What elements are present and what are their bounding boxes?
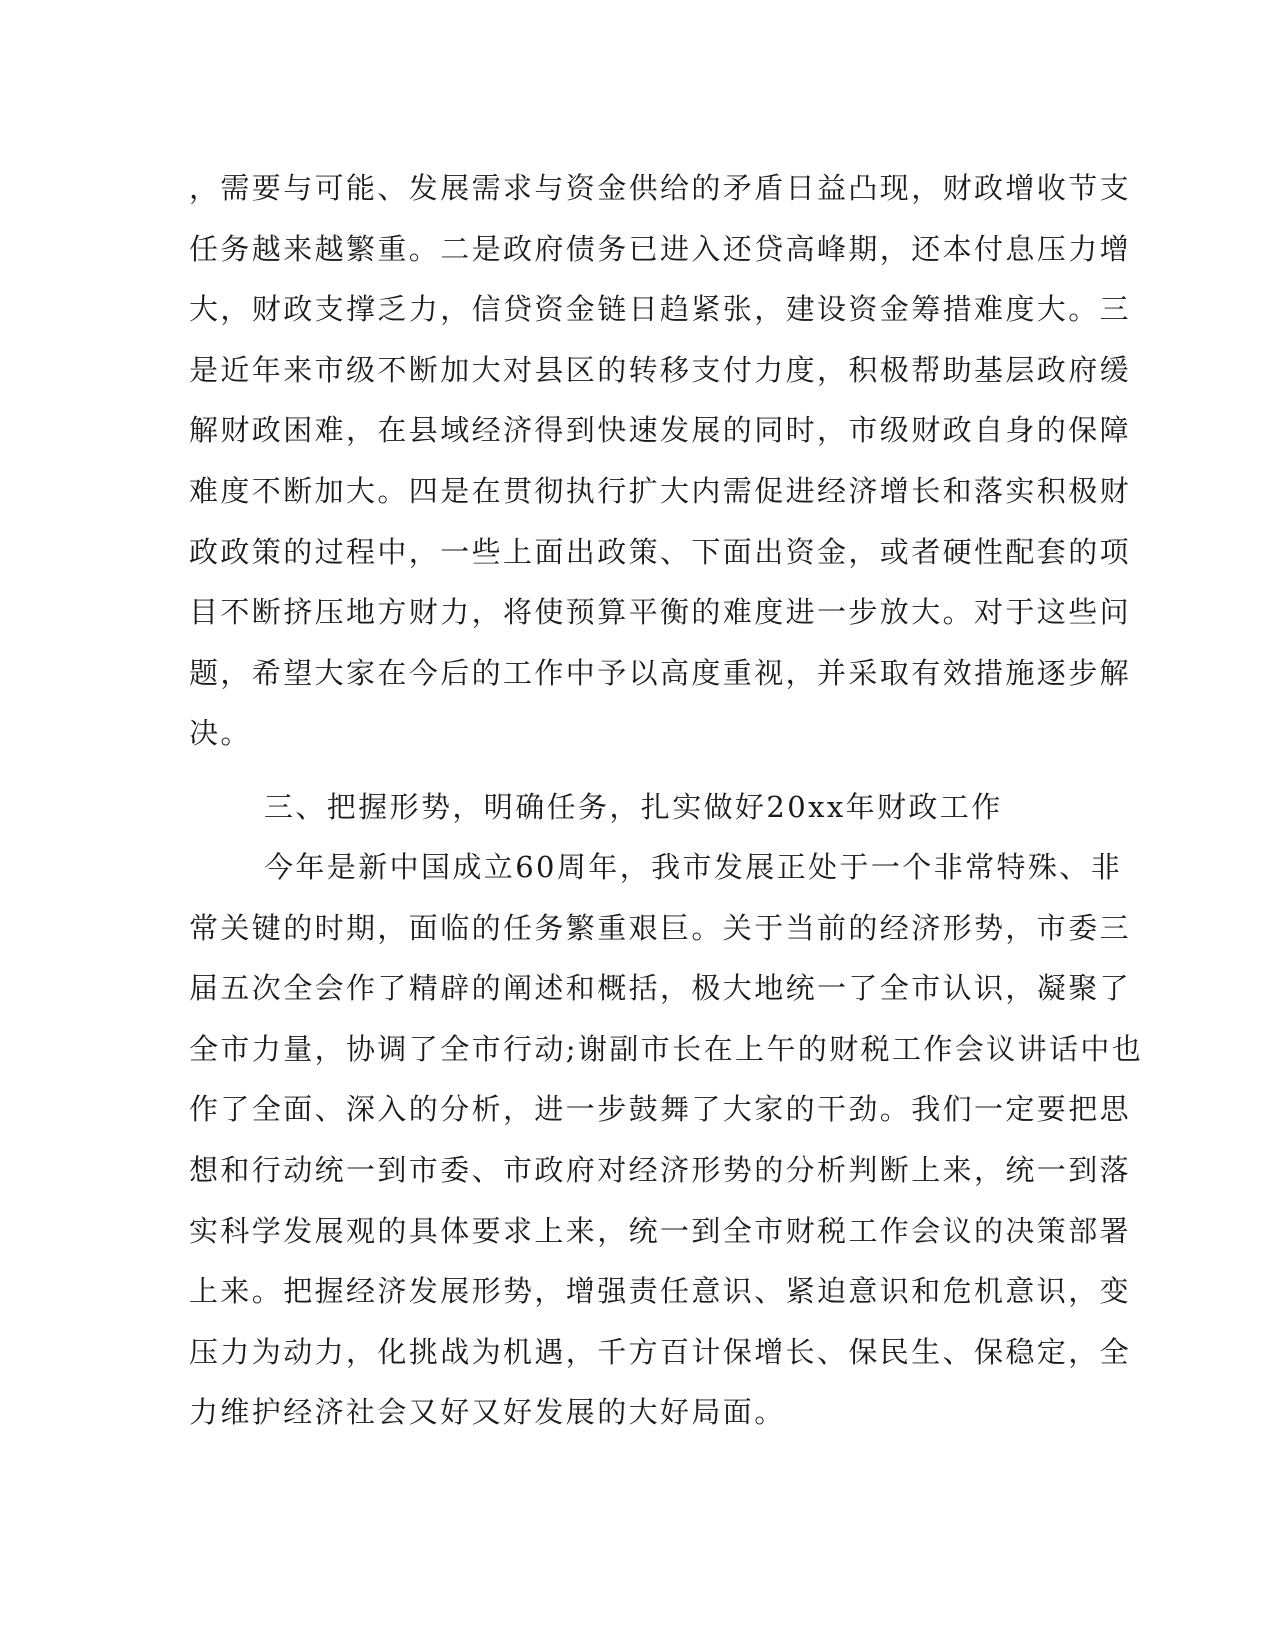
paragraph-line: ，需要与可能、发展需求与资金供给的矛盾日益凸现，财政增收节支 bbox=[189, 171, 1132, 205]
section-heading-text: 三、把握形势，明确任务，扎实做好20xx年财政工作 bbox=[264, 790, 1003, 824]
paragraph-line: 常关键的时期，面临的任务繁重艰巨。关于当前的经济形势，市委三 bbox=[189, 910, 1132, 945]
paragraph-line: 题，希望大家在今后的工作中予以高度重视，并采取有效措施逐步解 bbox=[189, 655, 1132, 690]
section-heading bbox=[189, 777, 1089, 838]
paragraph-line: 届五次全会作了精辟的阐述和概括，极大地统一了全市认识，凝聚了 bbox=[189, 971, 1132, 1006]
body-paragraph-2 bbox=[189, 837, 1144, 1443]
paragraph-line: 作了全面、深入的分析，进一步鼓舞了大家的干劲。我们一定要把思 bbox=[189, 1092, 1132, 1127]
paragraph-line: 上来。把握经济发展形势，增强责任意识、紧迫意识和危机意识，变 bbox=[189, 1274, 1132, 1309]
paragraph-line: 压力为动力，化挑战为机遇，千方百计保增长、保民生、保稳定，全 bbox=[189, 1334, 1132, 1369]
paragraph-line: 决。 bbox=[189, 716, 252, 751]
paragraph-line: 任务越来越繁重。二是政府债务已进入还贷高峰期，还本付息压力增 bbox=[189, 231, 1132, 266]
paragraph-line: 政政策的过程中，一些上面出政策、下面出资金，或者硬性配套的项 bbox=[189, 534, 1132, 569]
paragraph-line: 想和行动统一到市委、市政府对经济形势的分析判断上来，统一到落 bbox=[189, 1152, 1132, 1187]
paragraph-line: 全市力量，协调了全市行动;谢副市长在上午的财税工作会议讲话中也 bbox=[189, 1031, 1144, 1066]
paragraph-line: 力维护经济社会又好又好发展的大好局面。 bbox=[189, 1395, 786, 1430]
paragraph-line: 难度不断加大。四是在贯彻执行扩大内需促进经济增长和落实积极财 bbox=[189, 473, 1132, 508]
paragraph-line: 是近年来市级不断加大对县区的转移支付力度，积极帮助基层政府缓 bbox=[189, 352, 1132, 387]
paragraph-line: 大，财政支撑乏力，信贷资金链日趋紧张，建设资金筹措难度大。三 bbox=[189, 292, 1132, 327]
paragraph-line: 实科学发展观的具体要求上来，统一到全市财税工作会议的决策部署 bbox=[189, 1213, 1132, 1248]
body-paragraph-1 bbox=[189, 158, 1132, 764]
paragraph-line: 今年是新中国成立60周年，我市发展正处于一个非常特殊、非 bbox=[264, 850, 1123, 884]
paragraph-line: 解财政困难，在县域经济得到快速发展的同时，市级财政自身的保障 bbox=[189, 413, 1132, 448]
paragraph-line: 目不断挤压地方财力，将使预算平衡的难度进一步放大。对于这些问 bbox=[189, 595, 1132, 630]
